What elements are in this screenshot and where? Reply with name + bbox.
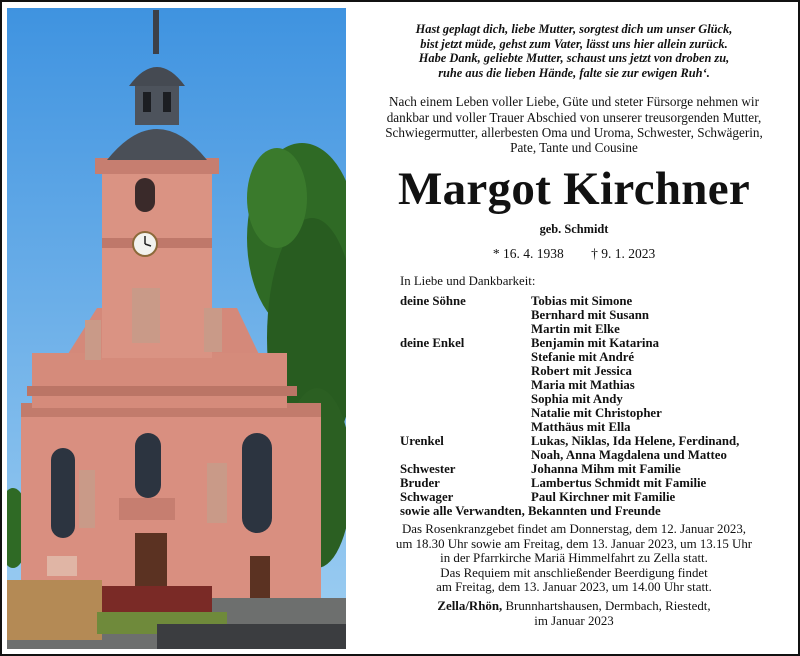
intro-line: Nach einem Leben voller Liebe, Güte und steter Fürsorge nehmen wir bbox=[389, 94, 759, 110]
mourners-intro: In Liebe und Dankbarkeit: bbox=[400, 274, 536, 288]
mourner-name: Sophia mit Andy bbox=[531, 392, 623, 406]
mourner-name: Stefanie mit André bbox=[531, 350, 635, 364]
relation-names bbox=[531, 476, 706, 490]
relation-label: Bruder bbox=[400, 476, 440, 490]
mourners-list bbox=[400, 274, 790, 518]
service-line: am Freitag, dem 13. Januar 2023, um 14.00 Uhr statt. bbox=[436, 580, 712, 595]
mourner-group bbox=[400, 476, 790, 490]
service-line: um 18.30 Uhr sowie am Freitag, dem 13. Januar 2023, um 13.15 Uhr bbox=[395, 536, 753, 551]
relation-names bbox=[531, 490, 675, 504]
poem-line: ruhe aus die lieben Hände, falte sie zur ewigen Ruh‘. bbox=[438, 65, 710, 80]
mourner-name: Paul Kirchner mit Familie bbox=[531, 490, 676, 504]
mourners-closing: sowie alle Verwandten, Bekannten und Freunde bbox=[400, 504, 661, 518]
intro-line: dankbar und voller Trauer Abschied von unserer treusorgenden Mutter, bbox=[386, 109, 762, 125]
mourner-name: Bernhard mit Susann bbox=[531, 308, 650, 322]
service-line: Das Requiem mit anschließender Beerdigung findet bbox=[440, 565, 708, 580]
mourner-name: Martin mit Elke bbox=[531, 322, 620, 336]
mourner-name: Matthäus mit Ella bbox=[531, 420, 631, 434]
mourner-group bbox=[400, 336, 790, 434]
poem-line: Habe Dank, geliebte Mutter, schaust uns jetzt von droben zu, bbox=[418, 51, 730, 66]
mourner-name: Robert mit Jessica bbox=[531, 364, 632, 378]
poem-line: Hast geplagt dich, liebe Mutter, sorgtest dich um unser Glück, bbox=[415, 22, 733, 36]
relation-label: Urenkel bbox=[400, 434, 444, 448]
mourner-name: Lambertus Schmidt mit Familie bbox=[531, 476, 707, 490]
relation-names bbox=[531, 462, 681, 476]
mourner-name: Lukas, Niklas, Ida Helene, Ferdinand, bbox=[531, 434, 740, 448]
relation-label: Schwager bbox=[400, 490, 454, 504]
death-date: † 9. 1. 2023 bbox=[591, 246, 656, 262]
mourner-group bbox=[400, 490, 790, 504]
obituary-text bbox=[352, 8, 796, 262]
mourner-group bbox=[400, 462, 790, 476]
service-info bbox=[352, 522, 796, 628]
place-rest: Brunnhartshausen, Dermbach, Riestedt, bbox=[502, 598, 711, 613]
mourner-group bbox=[400, 294, 790, 336]
poem-line: bist jetzt müde, gehst zum Vater, lässt uns hier allein zurück. bbox=[420, 36, 728, 51]
church-photo bbox=[7, 8, 346, 649]
mourner-name: Tobias mit Simone bbox=[531, 294, 633, 308]
mourner-name: Johanna Mihm mit Familie bbox=[531, 462, 681, 476]
relation-label: Schwester bbox=[400, 462, 456, 476]
date-line: im Januar 2023 bbox=[534, 613, 614, 628]
poem bbox=[352, 22, 796, 80]
service-line: in der Pfarrkirche Mariä Himmelfahrt zu Zella statt. bbox=[440, 551, 708, 566]
relation-names bbox=[531, 294, 649, 336]
birth-name: geb. Schmidt bbox=[539, 222, 609, 237]
relation-label: deine Enkel bbox=[400, 336, 465, 350]
place-line bbox=[352, 599, 796, 614]
service-line: Das Rosenkranzgebet findet am Donnerstag, dem 12. Januar 2023, bbox=[401, 522, 746, 536]
intro-text bbox=[352, 94, 796, 155]
mourner-group bbox=[400, 434, 790, 462]
intro-line: Schwiegermutter, allerbesten Oma und Uroma, Schwester, Schwägerin, bbox=[385, 124, 763, 140]
mourner-name: Noah, Anna Magdalena und Matteo bbox=[531, 448, 727, 462]
mourner-name: Natalie mit Christopher bbox=[531, 406, 662, 420]
place-bold: Zella/Rhön, bbox=[437, 598, 503, 613]
relation-names bbox=[531, 434, 739, 462]
mourner-name: Maria mit Mathias bbox=[531, 378, 635, 392]
life-dates bbox=[352, 246, 796, 262]
deceased-name: Margot Kirchner bbox=[397, 163, 751, 216]
birth-date: * 16. 4. 1938 bbox=[492, 246, 564, 262]
relation-names bbox=[531, 336, 662, 434]
mourner-name: Benjamin mit Katarina bbox=[531, 336, 659, 350]
relation-label: deine Söhne bbox=[400, 294, 466, 308]
intro-line: Pate, Tante und Cousine bbox=[510, 139, 638, 155]
